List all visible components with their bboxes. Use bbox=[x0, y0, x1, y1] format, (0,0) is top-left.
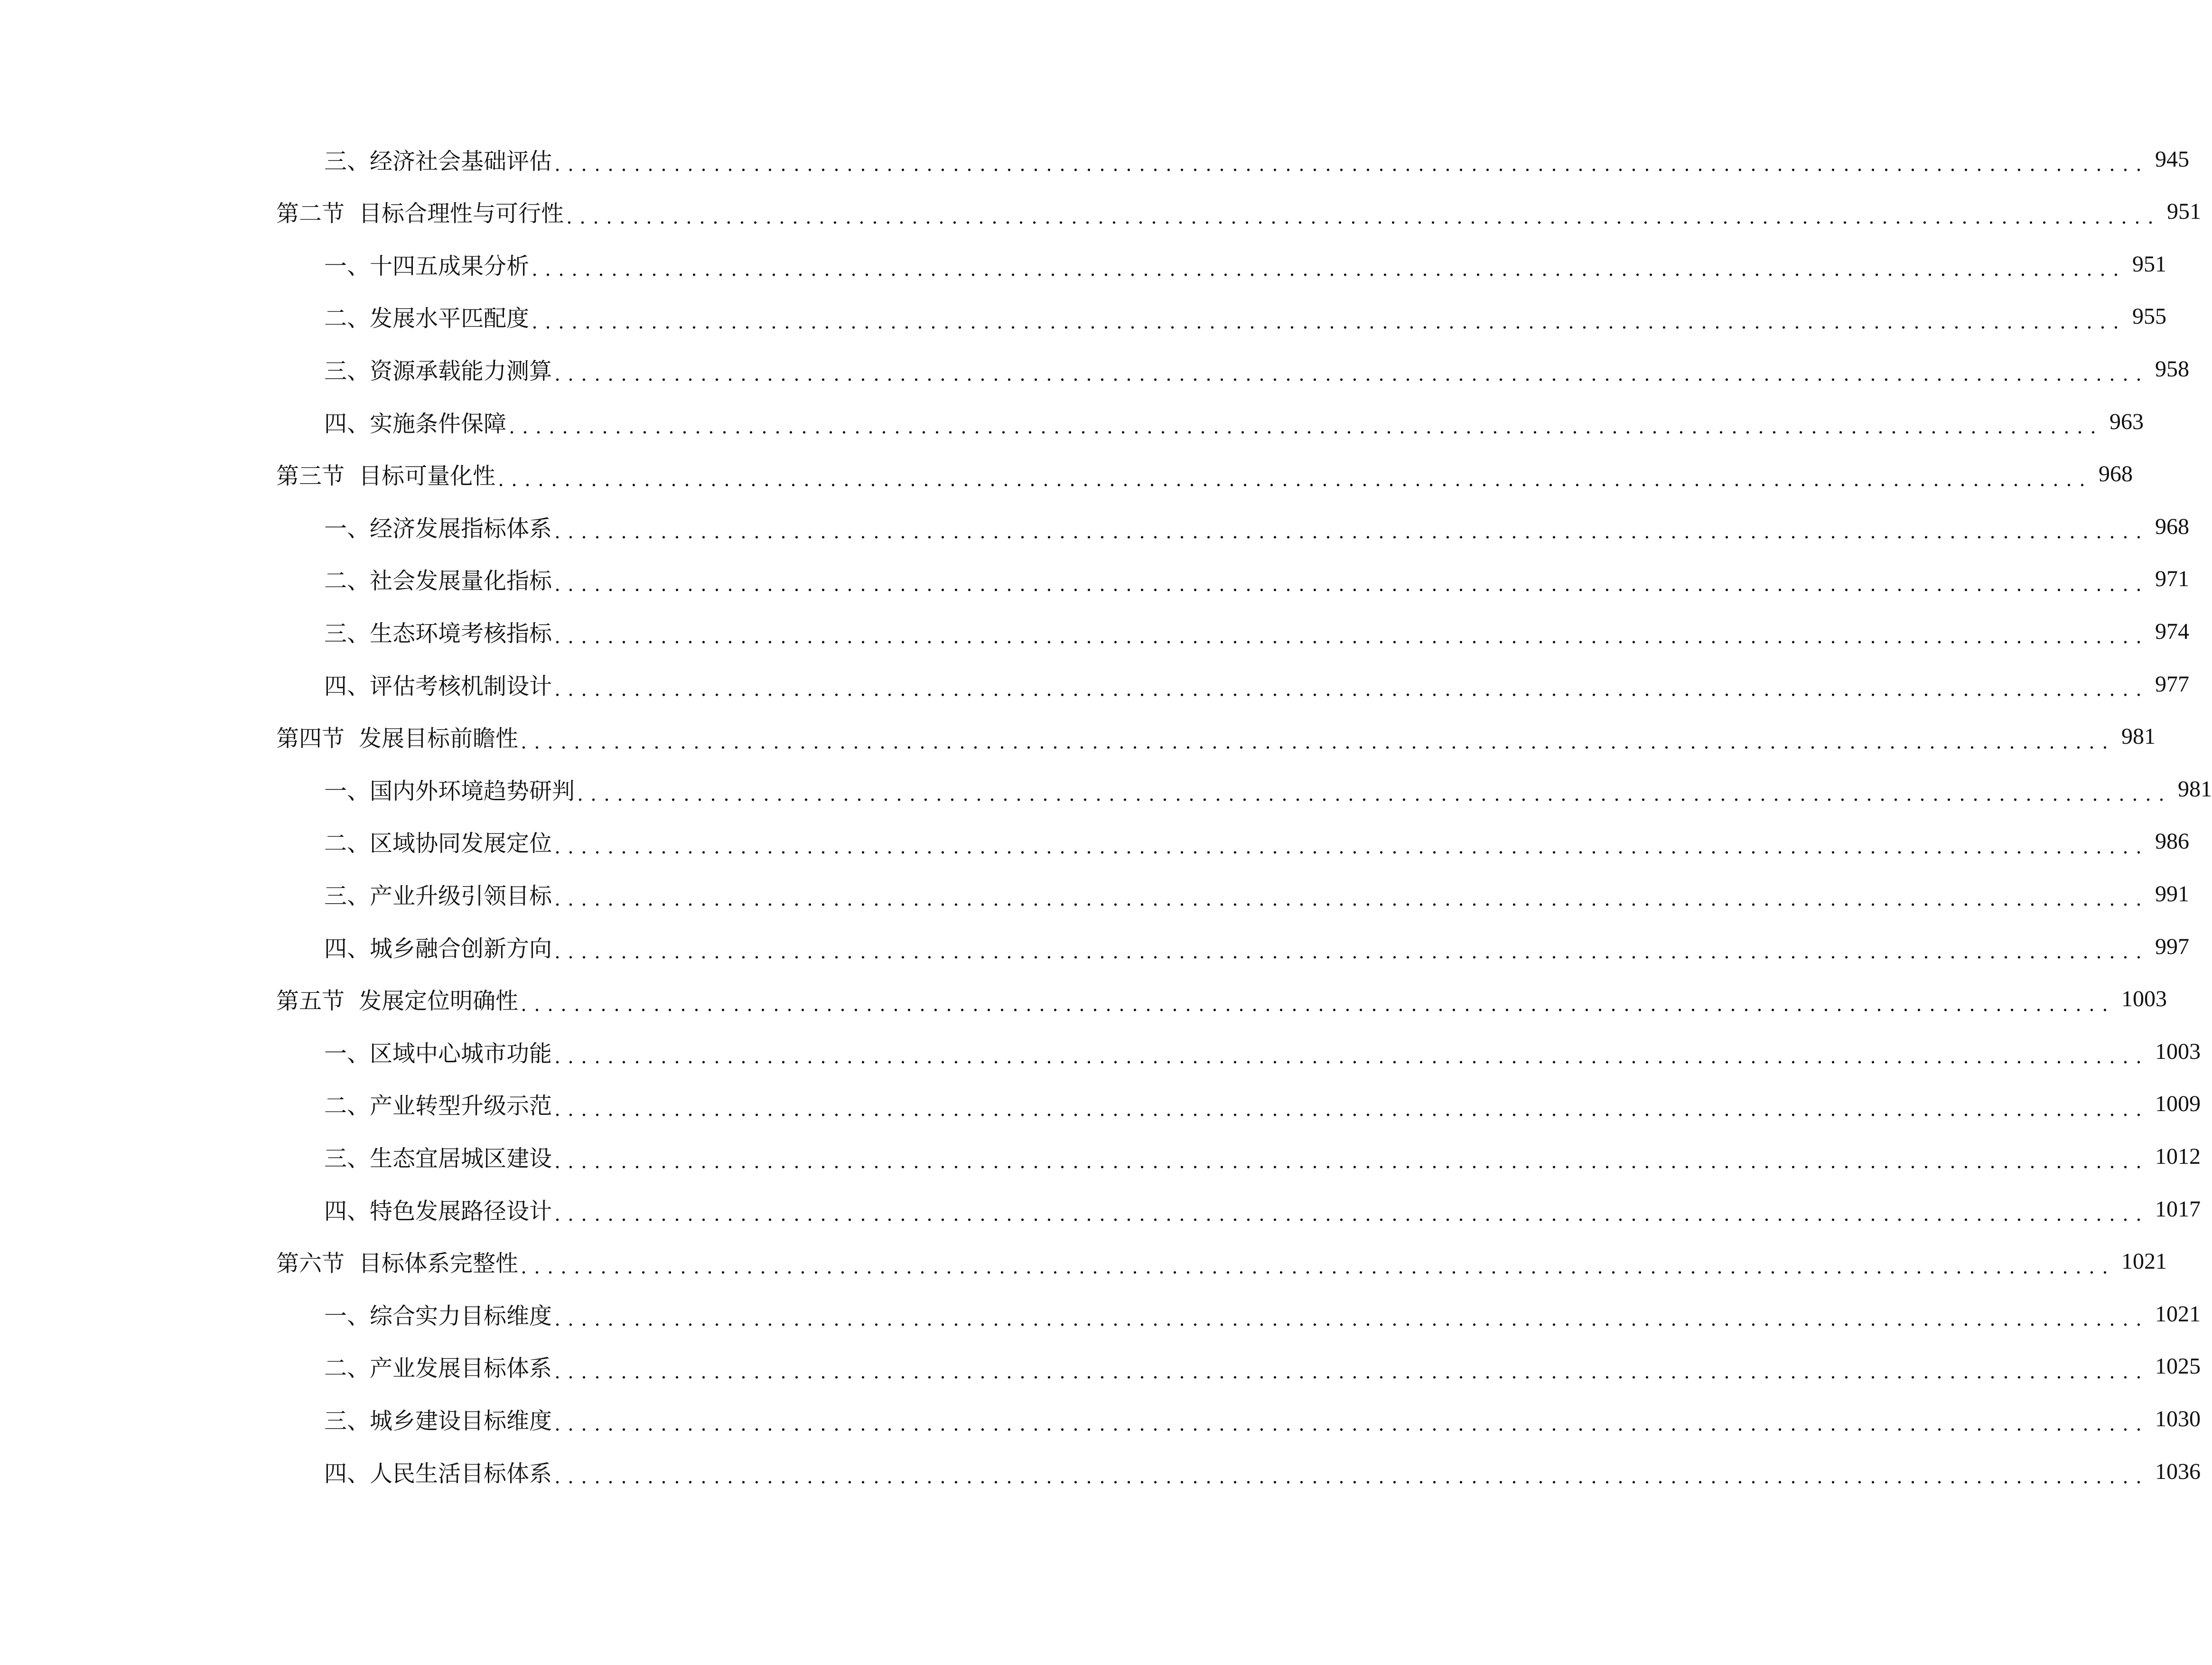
entry-title: 目标可量化性 bbox=[359, 463, 496, 490]
entry-page-number: 1021 bbox=[2121, 1249, 2167, 1274]
entry-number: 第四节 bbox=[276, 725, 345, 752]
entry-title: 产业发展目标体系 bbox=[370, 1355, 552, 1382]
toc-subsection-entry[interactable] bbox=[324, 500, 2190, 552]
toc-subsection-entry[interactable] bbox=[324, 290, 2167, 343]
entry-page-number: 1012 bbox=[2155, 1143, 2201, 1169]
entry-page-number: 1030 bbox=[2155, 1406, 2201, 1431]
entry-page-number: 945 bbox=[2155, 146, 2190, 172]
entry-title: 国内外环境趋势研判 bbox=[370, 777, 575, 804]
toc-section-entry[interactable] bbox=[276, 448, 2133, 500]
entry-number: 三、 bbox=[324, 357, 370, 384]
dot-leader: ........................................................................................................................ bbox=[555, 940, 2150, 963]
entry-title: 生态宜居城区建设 bbox=[370, 1145, 552, 1172]
dot-leader: ........................................................................................................................ bbox=[521, 730, 2116, 753]
entry-number: 二、 bbox=[324, 1355, 370, 1382]
entry-title: 资源承载能力测算 bbox=[370, 357, 552, 384]
dot-leader: ........................................................................................................................ bbox=[567, 205, 2162, 228]
entry-title: 综合实力目标维度 bbox=[370, 1302, 552, 1329]
entry-number: 一、 bbox=[324, 777, 370, 804]
dot-leader: ........................................................................................................................ bbox=[555, 362, 2150, 386]
entry-title: 目标体系完整性 bbox=[359, 1250, 519, 1277]
dot-leader: ........................................................................................................................ bbox=[521, 1254, 2116, 1278]
toc-subsection-entry[interactable] bbox=[324, 605, 2190, 657]
entry-number: 二、 bbox=[324, 305, 370, 332]
entry-number: 一、 bbox=[324, 253, 370, 280]
entry-page-number: 977 bbox=[2155, 671, 2190, 697]
toc-subsection-entry[interactable] bbox=[324, 1078, 2201, 1130]
entry-number: 三、 bbox=[324, 148, 370, 175]
toc-subsection-entry[interactable] bbox=[324, 238, 2167, 290]
dot-leader: ........................................................................................................................ bbox=[555, 520, 2150, 543]
toc-subsection-entry[interactable] bbox=[324, 815, 2190, 868]
dot-leader: ........................................................................................................................ bbox=[555, 887, 2150, 911]
entry-title: 经济社会基础评估 bbox=[370, 148, 552, 175]
dot-leader: ........................................................................................................................ bbox=[532, 257, 2127, 281]
toc-subsection-entry[interactable] bbox=[324, 343, 2190, 395]
entry-page-number: 958 bbox=[2155, 356, 2190, 382]
entry-title: 城乡融合创新方向 bbox=[370, 935, 552, 962]
entry-page-number: 997 bbox=[2155, 934, 2190, 959]
entry-page-number: 1009 bbox=[2155, 1091, 2201, 1117]
toc-section-entry[interactable] bbox=[276, 711, 2156, 763]
dot-leader: ........................................................................................................................ bbox=[555, 625, 2150, 648]
entry-title: 发展定位明确性 bbox=[359, 988, 519, 1015]
entry-page-number: 1017 bbox=[2155, 1196, 2201, 1222]
dot-leader: ........................................................................................................................ bbox=[555, 1045, 2150, 1068]
entry-page-number: 951 bbox=[2167, 199, 2202, 224]
entry-number: 四、 bbox=[324, 1197, 370, 1225]
entry-page-number: 968 bbox=[2099, 461, 2133, 487]
entry-title: 特色发展路径设计 bbox=[370, 1197, 552, 1225]
entry-number: 二、 bbox=[324, 568, 370, 595]
entry-number: 四、 bbox=[324, 673, 370, 700]
toc-subsection-entry[interactable] bbox=[324, 920, 2190, 973]
entry-title: 发展水平匹配度 bbox=[370, 305, 530, 332]
entry-number: 三、 bbox=[324, 882, 370, 909]
dot-leader: ........................................................................................................................ bbox=[555, 1359, 2150, 1383]
toc-subsection-entry[interactable] bbox=[324, 763, 2212, 815]
toc-section-entry[interactable] bbox=[276, 973, 2167, 1025]
dot-leader: ........................................................................................................................ bbox=[498, 467, 2093, 491]
entry-number: 三、 bbox=[324, 1407, 370, 1434]
entry-title: 评估考核机制设计 bbox=[370, 673, 552, 700]
dot-leader: ........................................................................................................................ bbox=[509, 415, 2104, 438]
toc-subsection-entry[interactable] bbox=[324, 1130, 2201, 1182]
entry-number: 二、 bbox=[324, 830, 370, 857]
entry-title: 经济发展指标体系 bbox=[370, 515, 552, 542]
dot-leader: ........................................................................................................................ bbox=[555, 1150, 2150, 1173]
entry-number: 四、 bbox=[324, 410, 370, 437]
dot-leader: ........................................................................................................................ bbox=[521, 992, 2116, 1016]
dot-leader: ........................................................................................................................ bbox=[532, 309, 2127, 333]
dot-leader: ........................................................................................................................ bbox=[555, 572, 2150, 596]
entry-page-number: 1036 bbox=[2155, 1459, 2201, 1484]
entry-number: 第三节 bbox=[276, 463, 345, 490]
toc-subsection-entry[interactable] bbox=[324, 553, 2190, 605]
dot-leader: ........................................................................................................................ bbox=[555, 152, 2150, 176]
entry-number: 一、 bbox=[324, 1302, 370, 1329]
toc-subsection-entry[interactable] bbox=[324, 395, 2144, 448]
dot-leader: ........................................................................................................................ bbox=[555, 834, 2150, 858]
toc-subsection-entry[interactable] bbox=[324, 1445, 2201, 1497]
toc-subsection-entry[interactable] bbox=[324, 868, 2190, 920]
entry-page-number: 968 bbox=[2155, 514, 2190, 539]
entry-title: 十四五成果分析 bbox=[370, 253, 530, 280]
toc-section-entry[interactable] bbox=[276, 186, 2202, 238]
entry-page-number: 1003 bbox=[2155, 1038, 2201, 1064]
entry-number: 一、 bbox=[324, 1040, 370, 1067]
entry-page-number: 981 bbox=[2121, 724, 2156, 749]
entry-number: 四、 bbox=[324, 1460, 370, 1487]
entry-page-number: 951 bbox=[2132, 251, 2167, 277]
toc-section-entry[interactable] bbox=[276, 1235, 2167, 1288]
dot-leader: ........................................................................................................................ bbox=[555, 1097, 2150, 1121]
entry-page-number: 955 bbox=[2132, 304, 2167, 329]
entry-number: 三、 bbox=[324, 620, 370, 647]
entry-page-number: 981 bbox=[2178, 776, 2212, 802]
entry-title: 目标合理性与可行性 bbox=[359, 200, 564, 227]
toc-subsection-entry[interactable] bbox=[324, 133, 2190, 185]
toc-subsection-entry[interactable] bbox=[324, 1288, 2201, 1340]
dot-leader: ........................................................................................................................ bbox=[555, 1307, 2150, 1331]
entry-number: 四、 bbox=[324, 935, 370, 962]
entry-title: 发展目标前瞻性 bbox=[359, 725, 519, 752]
toc-subsection-entry[interactable] bbox=[324, 658, 2190, 710]
entry-number: 三、 bbox=[324, 1145, 370, 1172]
toc-subsection-entry[interactable] bbox=[324, 1183, 2201, 1235]
entry-page-number: 986 bbox=[2155, 829, 2190, 854]
toc-subsection-entry[interactable] bbox=[324, 1340, 2201, 1393]
dot-leader: ........................................................................................................................ bbox=[555, 1465, 2150, 1488]
dot-leader: ........................................................................................................................ bbox=[555, 1202, 2150, 1225]
entry-title: 城乡建设目标维度 bbox=[370, 1407, 552, 1434]
entry-page-number: 1021 bbox=[2155, 1301, 2201, 1327]
entry-number: 第二节 bbox=[276, 200, 345, 227]
entry-title: 社会发展量化指标 bbox=[370, 568, 552, 595]
entry-page-number: 1003 bbox=[2121, 986, 2167, 1012]
entry-number: 第五节 bbox=[276, 988, 345, 1015]
entry-page-number: 974 bbox=[2155, 618, 2190, 644]
dot-leader: ........................................................................................................................ bbox=[555, 677, 2150, 701]
entry-page-number: 991 bbox=[2155, 881, 2190, 907]
entry-page-number: 963 bbox=[2109, 409, 2144, 434]
toc-subsection-entry[interactable] bbox=[324, 1025, 2201, 1077]
entry-title: 人民生活目标体系 bbox=[370, 1460, 552, 1487]
entry-number: 一、 bbox=[324, 515, 370, 542]
entry-page-number: 1025 bbox=[2155, 1354, 2201, 1379]
entry-title: 生态环境考核指标 bbox=[370, 620, 552, 647]
entry-number: 二、 bbox=[324, 1093, 370, 1120]
dot-leader: ........................................................................................................................ bbox=[578, 782, 2173, 806]
toc-subsection-entry[interactable] bbox=[324, 1393, 2201, 1445]
entry-title: 区域中心城市功能 bbox=[370, 1040, 552, 1067]
entry-title: 产业转型升级示范 bbox=[370, 1093, 552, 1120]
entry-page-number: 971 bbox=[2155, 566, 2190, 592]
entry-title: 区域协同发展定位 bbox=[370, 830, 552, 857]
entry-number: 第六节 bbox=[276, 1250, 345, 1277]
dot-leader: ........................................................................................................................ bbox=[555, 1412, 2150, 1436]
entry-title: 实施条件保障 bbox=[370, 410, 507, 437]
entry-title: 产业升级引领目标 bbox=[370, 882, 552, 909]
